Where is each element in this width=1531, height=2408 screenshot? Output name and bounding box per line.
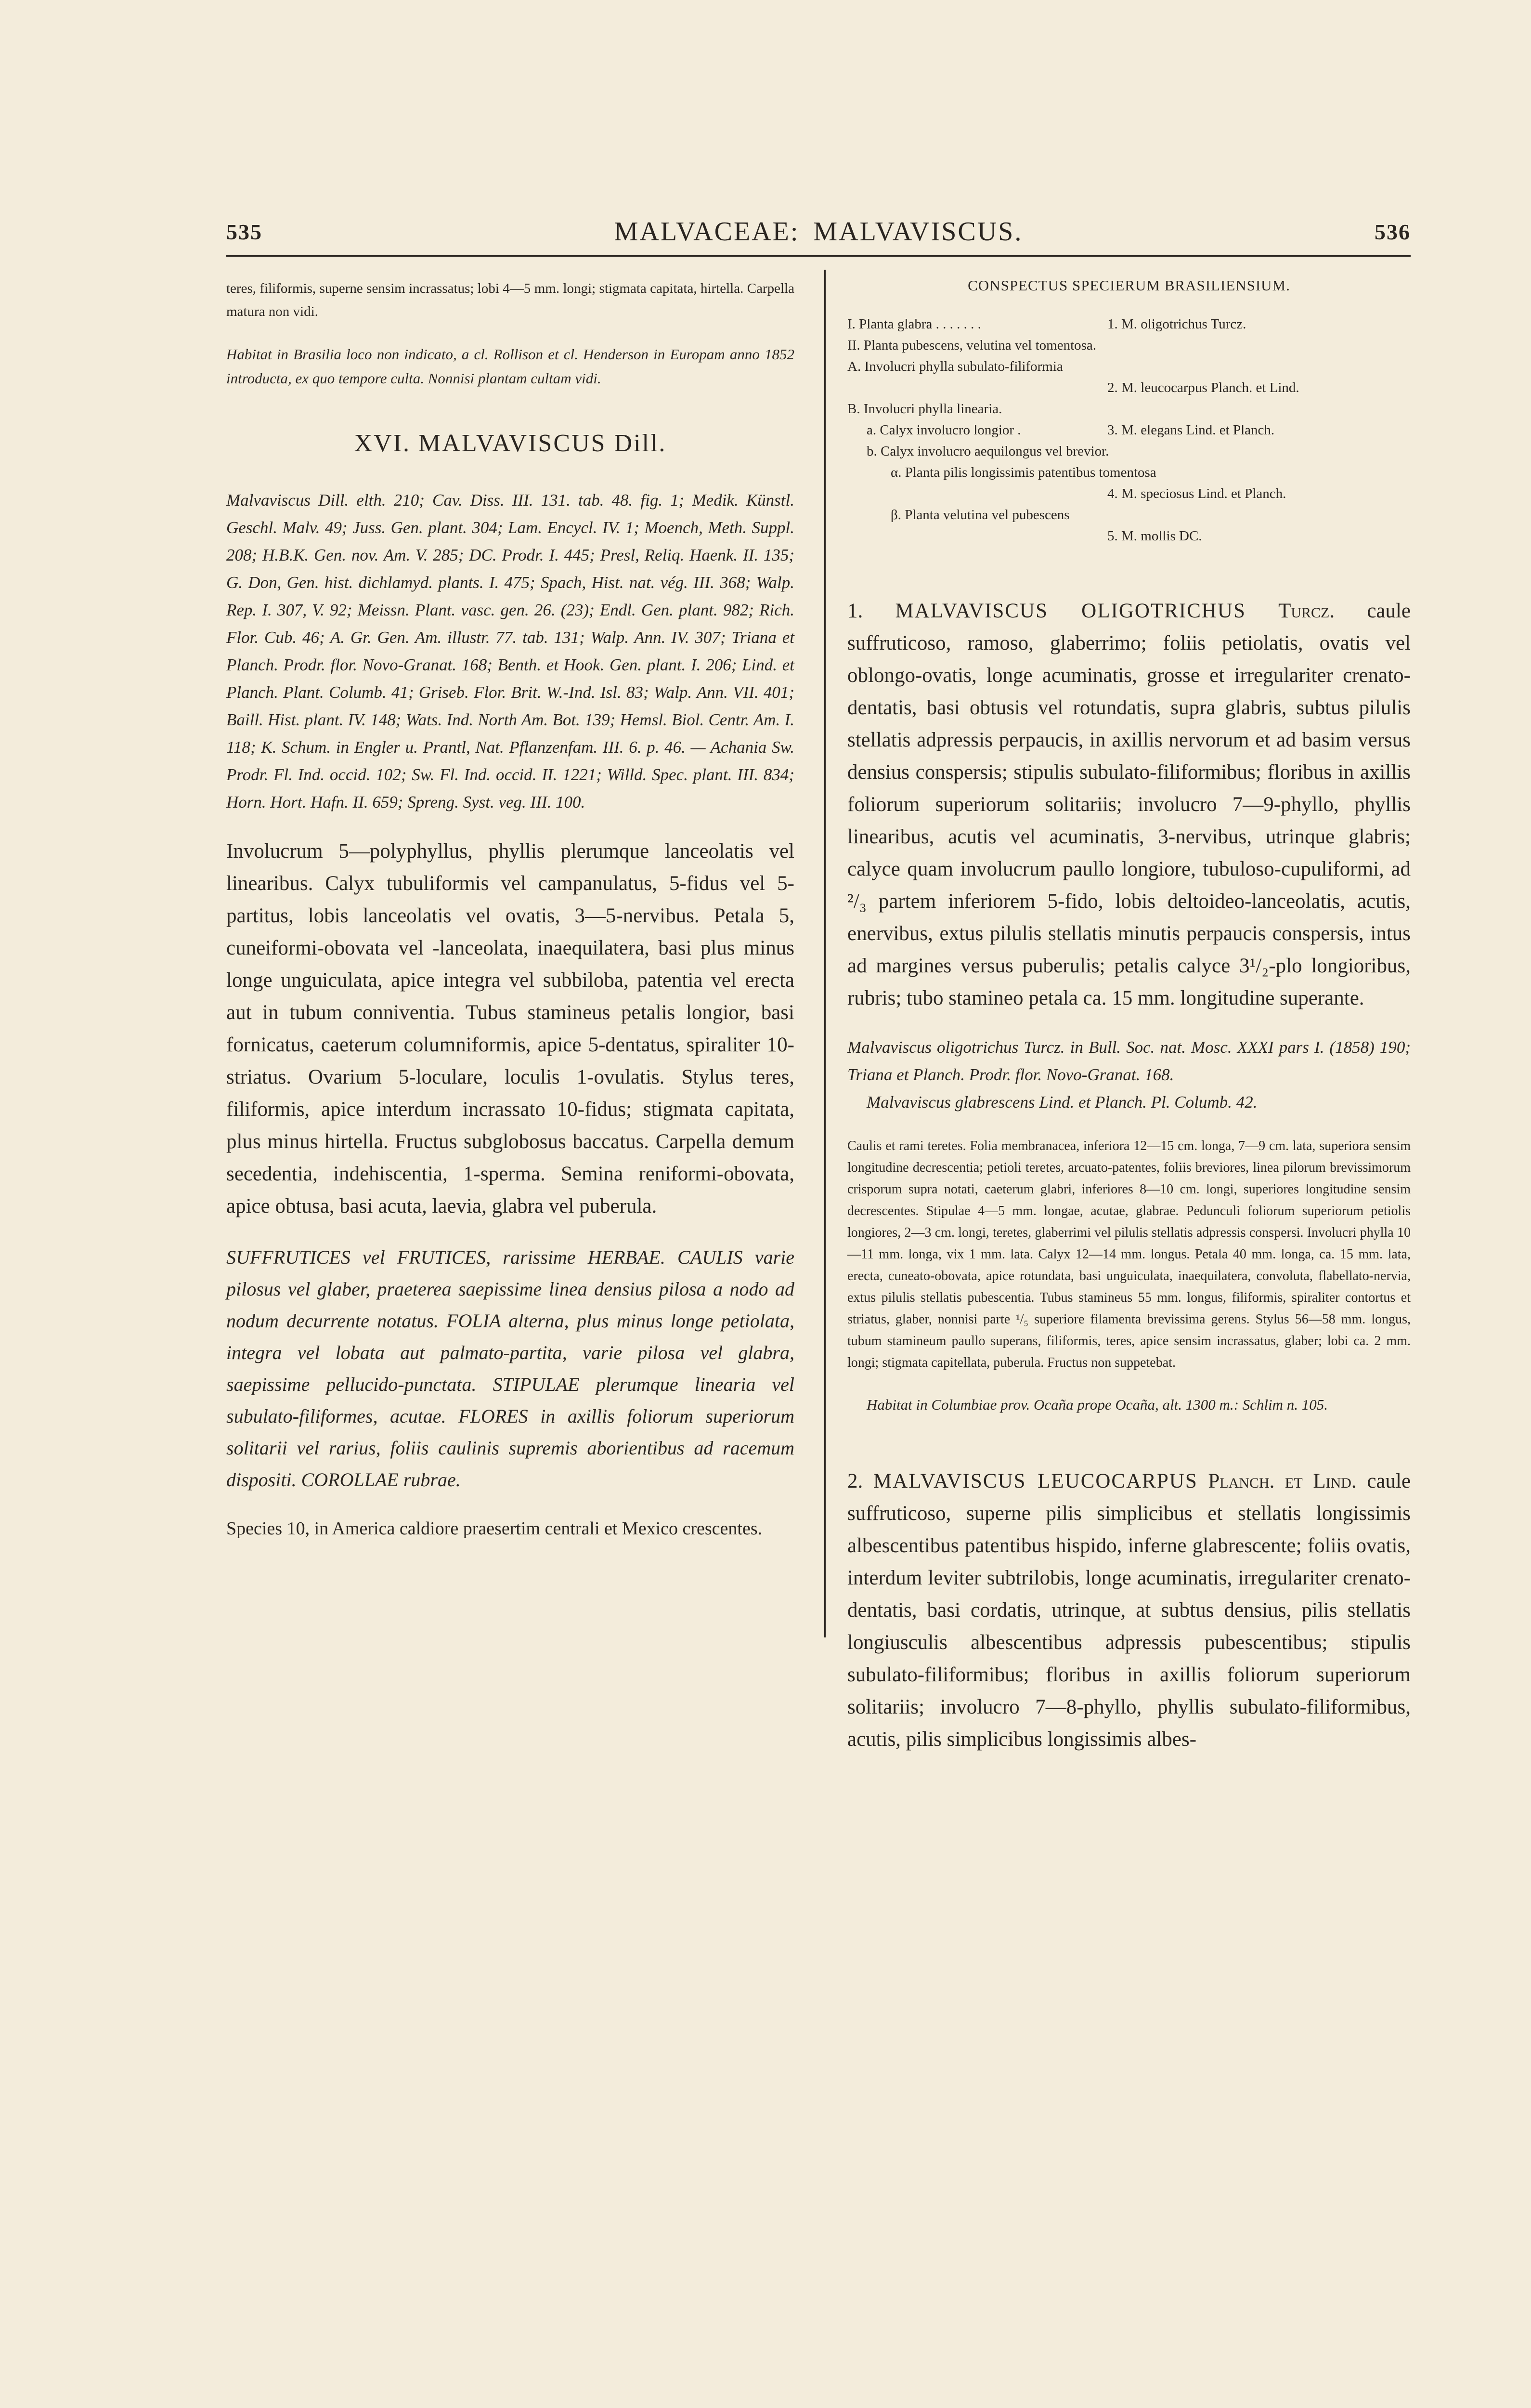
genus-citations: Malvaviscus Dill. elth. 210; Cav. Diss. III. 131. tab. 48. fig. 1; Medik. Künstl. Geschl. Malv. 49; Juss. Gen. plant. 304; Lam. Encycl. IV. 1; Moench, Meth. Suppl. 208; H.B.K. Gen. nov. Am. V. 285; DC. Prodr. I. 445; Presl, Reliq. Haenk. II. 135; G. Don, Gen. hist. dichlamyd. plants. I. 475; Spach, Hist. nat. vég. III. 368; Walp. Rep. I. 307, V. 92; Meissn. Plant. vasc. gen. 26. (23); Endl. Gen. plant. 982; Rich. Flor. Cub. 46; A. Gr. Gen. Am. illustr. 77. tab. 131; Walp. Ann. IV. 307; Triana et Planch. Prodr. flor. Novo-Granat. 168; Benth. et Hook. Gen. plant. I. 206; Lind. et Planch. Plant. Columb. 41; Griseb. Flor. Brit. W.-Ind. Isl. 83; Walp. Ann. VII. 401; Baill. Hist. plant. IV. 148; Wats. Ind. North Am. Bot. 139; Hemsl. Biol. Centr. Am. I. 118; K. Schum. in Engler u. Prantl, Nat. Pflanzenfam. III. 6. p. 46. — Achania Sw. Prodr. Fl. Ind. occid. 102; Sw. Fl. Ind. occid. II. 1221; Willd. Spec. plant. III. 834; Horn. Hort. Hafn. II. 659; Spreng. Syst. veg. III. 100. [226,491,794,811]
species-1-details: Caulis et rami teretes. Folia membranacea, inferiora 12—15 cm. longa, 7—9 cm. lata, superiora sensim longitudine decrescentia; petioli teretes, arcuato-patentes, foliis breviores, linea pilorum brevissimorum crisporum supra notati, caeterum glabri, inferiores 8—10 cm. longi, superiores longitudine sensim decrescentes. Stipulae 4—5 mm. longae, acutae, glabrae. Pedunculi foliorum superiorum petiolis longiores, 2—3 cm. longi, teretes, glaberrimi vel pilulis stellatis adpressis conspersi. Involucri phylla 10—11 mm. longa, vix 1 mm. lata. Calyx 12—14 mm. longus. Petala 40 mm. longa, ca. 15 mm. lata, erecta, cuneato-obovata, apice rotundata, basi unguiculata, inaequilatera, convoluta, flabellato-nervia, extus pilulis stellatis pubescentia. Tubus stamineus 55 mm. longus, filiformis, spiraliter contortus et striatus, glaber, nonnisi parte ¹/₅ superiore filamenta brevissima gerens. Stylus 56—58 mm. longus, tubum stamineum paullo superans, filiformis, teres, apice sensim incrassatus, glaber; lobi ca. 2 mm. longi; stigmata capitellata, puberula. Fructus non suppetebat. [847,1139,1411,1370]
species-1-text: caule suffruticoso, ramoso, glaberrimo; foliis petiolatis, ovatis vel oblongo-ovatis, longe acuminatis, grosse et irregulariter crenato-dentatis, basi obtusis vel rotundatis, supra glabris, subtus pilulis stellatis adpressis perpaucis, in axillis nervorum et ad basim versus densius conspersis; stipulis subulato-filiformibus; floribus in axillis foliorum superiorum solitariis; involucro 7—9-phyllo, phyllis linearibus, acutis vel acuminatis, 3-nervibus, utrinque glabris; calyce quam involucrum paullo longiore, tubuloso-cupuliformi, ad ²/₃ partem inferiorem 5-fido, lobis deltoideo-lanceolatis, acutis, enervibus, extus pilulis stellatis minutis perpaucis conspersis, intus ad margines versus puberulis; petalis calyce 3¹/₂-plo longioribus, rubris; tubo stamineo petala ca. 15 mm. longitudine superante. [847,600,1411,1009]
species-2-author: Planch. et Lind. [1208,1470,1357,1492]
page-header [226,219,1411,253]
key-row [847,504,1411,525]
key-row-criterion: B. Involucri phylla linearia. [847,401,1002,417]
genus-habit-italic: SUFFRUTICES vel FRUTICES, rarissime HERBAE. CAULIS varie pilosus vel glaber, praeterea saepissime linea densius pilosa a nodo ad nodum decurrente notatus. FOLIA alterna, plus minus longe petiolata, integra vel lobata aut palmato-partita, varie pilosa vel glabra, saepissime pellucido-punctata. STIPULAE plerumque linearia vel subulato-filiformes, acutae. FLORES in axillis foliorum superiorum solitarii vel rarius, foliis caulinis supremis aborientibus ad racemum dispositi. COROLLAE rubrae. [226,1246,794,1491]
key-row-criterion: a. Calyx involucro longior . [867,422,1021,438]
species-key [847,314,1411,547]
key-row [847,419,1411,441]
key-row [847,483,1411,504]
key-row-criterion: β. Planta velutina vel pubescens [891,507,1070,523]
conspectus-title: CONSPECTUS SPECIERUM BRASILIENSIUM. [968,277,1290,294]
habitat-note: Habitat in Brasilia loco non indicato, a cl. Rollison et cl. Henderson in Europam anno 1852 introducta, ex quo tempore culta. Nonnisi plantam cultam vidi. [226,346,794,387]
left-column [226,277,794,1542]
key-row-criterion: α. Planta pilis longissimis patentibus tomentosa [891,465,1156,480]
key-row [847,398,1411,419]
key-row [847,441,1411,462]
key-row [847,377,1411,398]
right-column [847,277,1411,1755]
key-row [847,335,1411,356]
key-row-species: 5. M. mollis DC. [1107,528,1202,544]
key-row [847,462,1411,483]
key-row-species: 4. M. speciosus Lind. et Planch. [1107,486,1286,501]
species-2-description [847,1465,1411,1755]
header-rule [226,255,1411,257]
key-row-species: 3. M. elegans Lind. et Planch. [1107,422,1275,438]
left-page-number: 535 [226,220,262,244]
genus-description: Involucrum 5—polyphyllus, phyllis plerumque lanceolatis vel linearibus. Calyx tubuliformis vel campanulatus, 5-fidus vel 5-partitus, lobis lanceolatis vel ovatis, 3—5-nervibus. Petala 5, cuneiformi-obovata vel -lanceolata, inaequilatera, basi plus minus longe unguiculata, apice integra vel subbiloba, patentia vel erecta aut in tubum conniventia. Tubus stamineus petalis longior, basi fornicatus, caeterum columniformis, apice 5-dentatus, spiraliter 10-striatus. Ovarium 5-loculare, loculis 1-ovulatis. Stylus teres, filiformis, apice interdum incrassato 10-fidus; stigmata capitata, plus minus hirtella. Fructus subglobosus baccatus. Carpella demum secedentia, indehiscentia, 1-sperma. Semina reniformi-obovata, apice obtusa, basi acuta, laevia, glabra vel puberula. [226,840,794,1217]
key-row-criterion: I. Planta glabra . . . . . . . [847,316,981,332]
species-1-number: 1. [847,600,863,622]
column-divider [824,270,826,1637]
species-1-name: MALVAVISCUS OLIGOTRICHUS [895,600,1246,622]
species-count: Species 10, in America caldiore praesertim centrali et Mexico crescentes. [226,1518,763,1539]
species-2-name: MALVAVISCUS LEUCOCARPUS [873,1470,1198,1492]
key-row [847,356,1411,377]
intro-text: teres, filiformis, superne sensim incrassatus; lobi 4—5 mm. longi; stigmata capitata, hirtella. Carpella matura non vidi. [226,281,794,319]
running-title: MALVACEAE: MALVAVISCUS. [614,217,1023,247]
key-row-species: 1. M. oligotrichus Turcz. [1107,316,1246,332]
key-row-criterion: A. Involucri phylla subulato-filiformia [847,359,1063,374]
key-row-criterion: II. Planta pubescens, velutina vel tomentosa. [847,338,1097,353]
key-row-species: 2. M. leucocarpus Planch. et Lind. [1107,380,1299,395]
species-1-habitat: Habitat in Columbiae prov. Ocaña prope Ocaña, alt. 1300 m.: Schlim n. 105. [867,1396,1328,1413]
right-page-number: 536 [1375,220,1411,244]
key-row [847,314,1411,335]
species-1-description [847,595,1411,1014]
species-2-text: caule suffruticoso, superne pilis simplicibus et stellatis longissimis albescentibus patentibus hispido, inferne glabrescente; foliis ovatis, interdum leviter subtrilobis, longe acuminatis, irregulariter crenato-dentatis, basi cordatis, utrinque, at subtus densius, pilis stellatis longiusculis albescentibus adpressis pubescentibus; stipulis subulato-filiformibus; floribus in axillis foliorum superiorum solitariis; involucro 7—8-phyllo, phyllis subulato-filiformibus, acutis, pilis simplicibus longissimis albes- [847,1470,1411,1751]
species-1-synonym: Malvaviscus glabrescens Lind. et Planch. Pl. Columb. 42. [867,1093,1258,1112]
species-2-number: 2. [847,1470,863,1492]
species-1-citations: Malvaviscus oligotrichus Turcz. in Bull. Soc. nat. Mosc. XXXI pars I. (1858) 190; Triana et Planch. Prodr. flor. Novo-Granat. 168. [847,1038,1411,1084]
key-row [847,525,1411,547]
species-1-author: Turcz. [1278,600,1335,622]
key-row-criterion: b. Calyx involucro aequilongus vel brevior. [867,444,1109,459]
genus-title: XVI. MALVAVISCUS Dill. [354,430,667,457]
